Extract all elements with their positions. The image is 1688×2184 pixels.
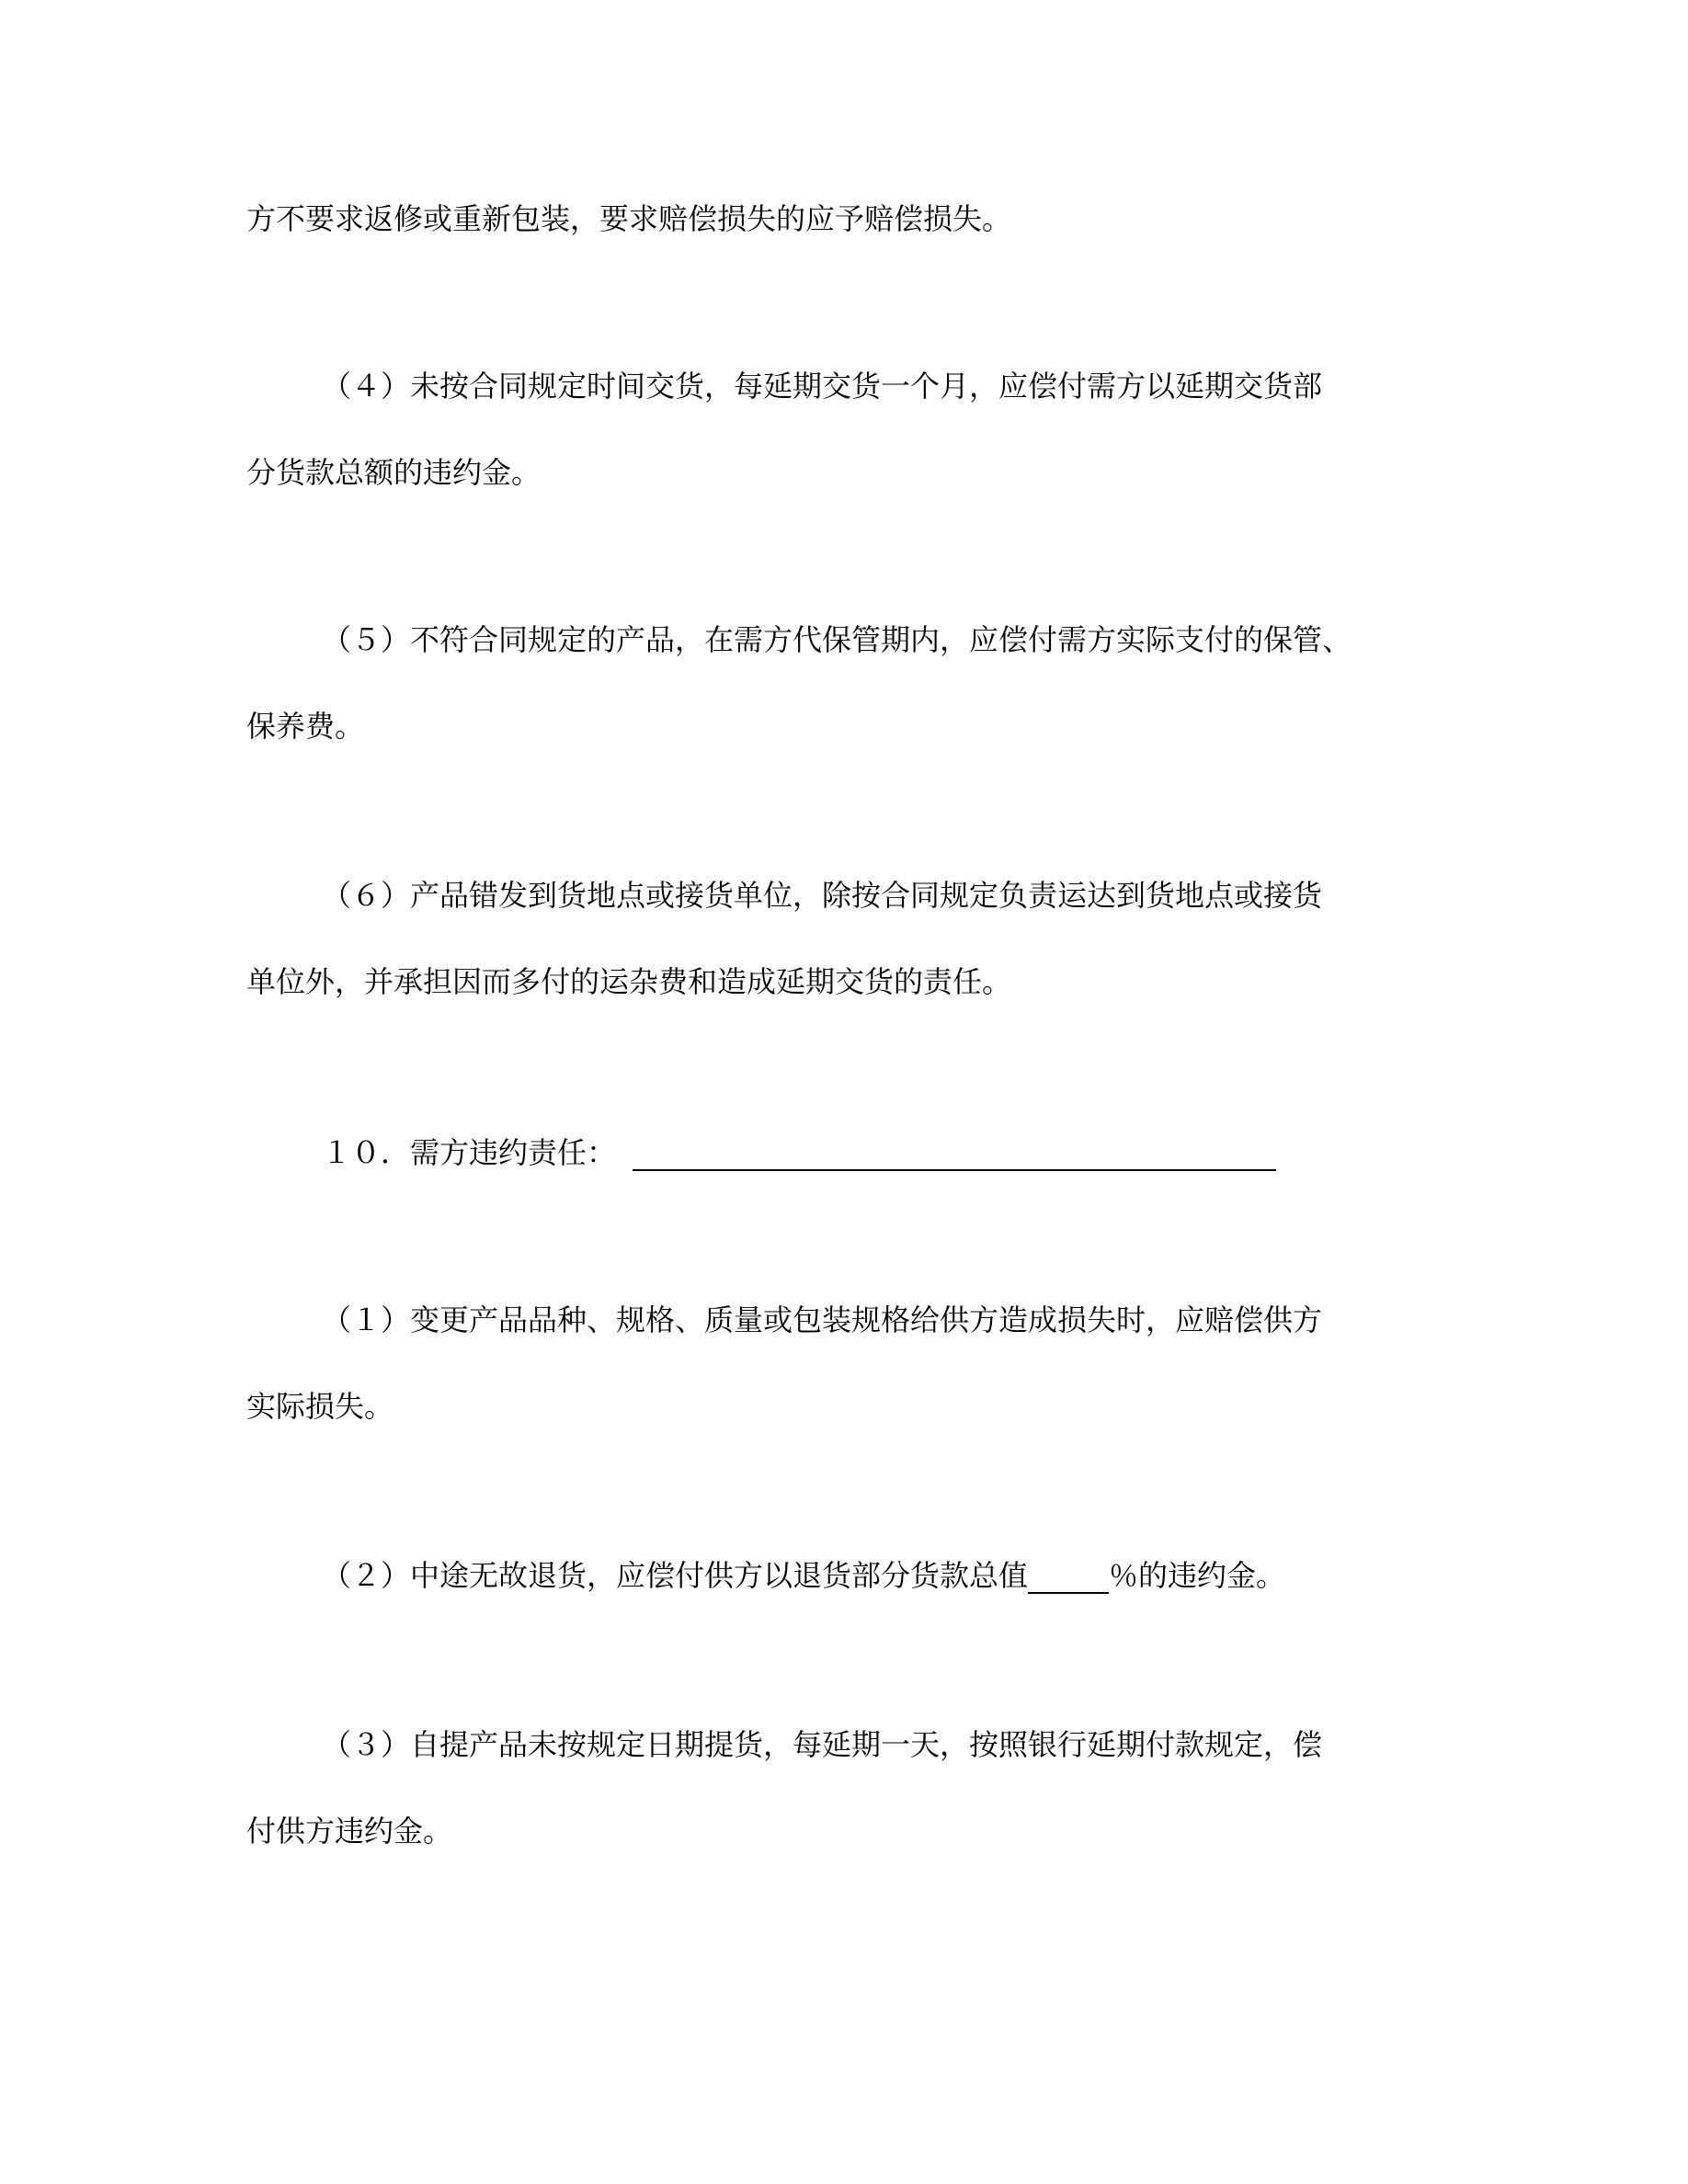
paragraph-line xyxy=(322,1726,1322,1763)
text-line: 付供方违约金。 xyxy=(246,1814,453,1848)
paragraph-line xyxy=(322,1302,1322,1338)
paragraph-line xyxy=(322,1132,1276,1171)
section-heading: １０．需方违约责任： xyxy=(322,1135,617,1170)
paragraph-line xyxy=(246,1388,393,1425)
text-line: 单位外，并承担因而多付的运杂费和造成延期交货的责任。 xyxy=(246,964,1012,999)
text-line: （２）中途无故退货，应偿付供方以退货部分货款总值 xyxy=(322,1558,1029,1593)
text-line: （１）变更产品品种、规格、质量或包装规格给供方造成损失时，应赔偿供方 xyxy=(322,1302,1323,1337)
text-line: ％的违约金。 xyxy=(1109,1558,1286,1593)
text-line: 分货款总额的违约金。 xyxy=(246,455,542,490)
percentage-blank[interactable] xyxy=(1028,1557,1109,1594)
text-line: 方不要求返修或重新包装，要求赔偿损失的应予赔偿损失。 xyxy=(246,201,1012,236)
paragraph-line xyxy=(246,200,1011,237)
text-line: （３）自提产品未按规定日期提货，每延期一天，按照银行延期付款规定，偿 xyxy=(322,1727,1323,1762)
paragraph-line xyxy=(246,454,541,491)
paragraph-line xyxy=(322,368,1322,404)
paragraph-line xyxy=(322,621,1352,658)
text-line: （６）产品错发到货地点或接货单位，除按合同规定负责运达到货地点或接货 xyxy=(322,878,1323,913)
paragraph-line xyxy=(246,1813,452,1849)
text-line: （４）未按合同规定时间交货，每延期交货一个月，应偿付需方以延期交货部 xyxy=(322,369,1323,404)
text-line: （５）不符合同规定的产品，在需方代保管期内，应偿付需方实际支付的保管、 xyxy=(322,622,1352,657)
paragraph-line xyxy=(246,708,364,745)
text-line: 保养费。 xyxy=(246,709,365,744)
paragraph-line xyxy=(322,1557,1285,1594)
paragraph-line xyxy=(322,877,1322,914)
text-line: 实际损失。 xyxy=(246,1389,394,1424)
fill-in-blank[interactable] xyxy=(633,1132,1276,1171)
paragraph-line xyxy=(246,963,1011,1000)
